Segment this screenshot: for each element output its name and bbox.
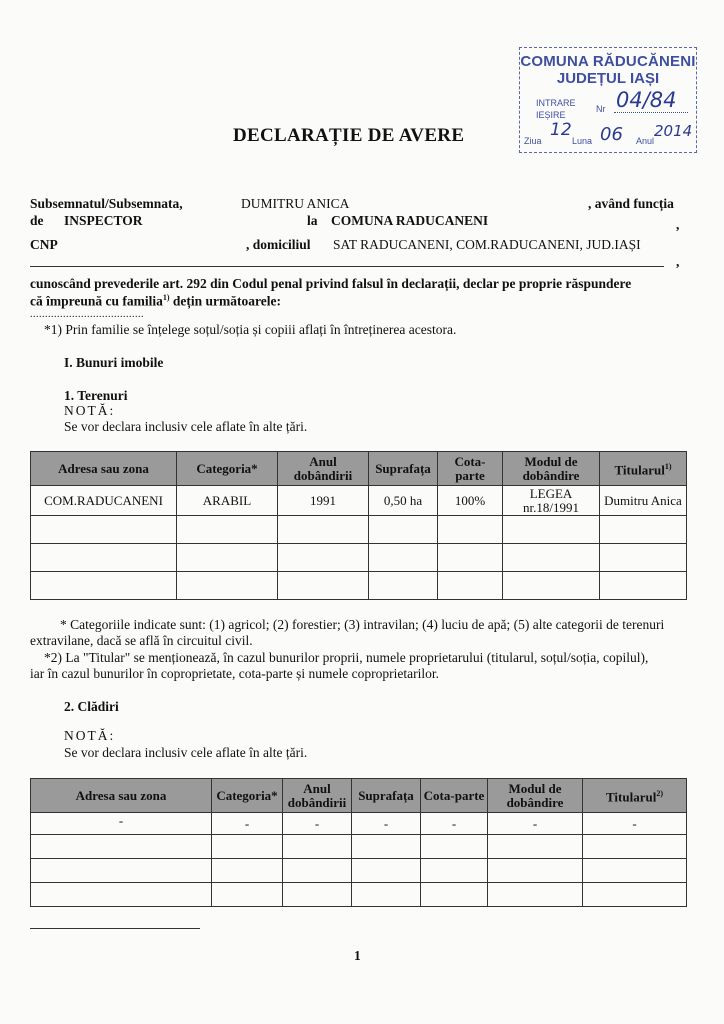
header-cota: Cota-parte	[438, 452, 503, 486]
table-row	[31, 572, 687, 600]
categories-note-line-2: extravilane, dacă se află în circuitul civil.	[30, 633, 253, 648]
cell-titular: -	[583, 813, 687, 835]
footnote-1: *1) Prin familie se înțelege soțul/soția și copiii aflați în întreținerea acestora.	[44, 322, 457, 337]
header-anul: Anul dobândirii	[278, 452, 369, 486]
header-categoria: Categoria*	[212, 779, 283, 813]
cell-modul	[503, 516, 600, 544]
cell-modul: LEGEA nr.18/1991	[503, 486, 600, 516]
avand-functia-label: , având funcția	[588, 196, 674, 211]
cell-suprafata	[352, 859, 421, 883]
cell-titular	[600, 572, 687, 600]
cell-suprafata: -	[352, 813, 421, 835]
cell-modul	[503, 572, 600, 600]
header-cota: Cota-parte	[421, 779, 488, 813]
titular-note-line-2: iar în cazul bunurilor în coproprietate, cota-parte și numele coproprietarilor.	[30, 666, 439, 681]
cell-titular	[600, 516, 687, 544]
cell-categoria	[212, 859, 283, 883]
table-row	[31, 544, 687, 572]
nota-text-1: Se vor declara inclusiv cele aflate în alte țări.	[64, 419, 308, 434]
cnp-label: CNP	[30, 237, 58, 252]
table-row	[31, 813, 687, 835]
cell-suprafata	[369, 516, 438, 544]
nota-label-2: NOTĂ:	[64, 728, 116, 743]
stamp-luna-label: Luna	[572, 136, 593, 146]
page-number: 1	[354, 948, 361, 963]
cell-anul	[283, 859, 352, 883]
declarant-institution: COMUNA RADUCANENI	[331, 213, 489, 228]
cell-suprafata	[352, 883, 421, 907]
cell-cota: -	[421, 813, 488, 835]
header-adresa: Adresa sau zona	[31, 779, 212, 813]
table-row	[31, 516, 687, 544]
address-continuation-line	[30, 266, 664, 267]
declaration-line-1: cunoscând prevederile art. 292 din Codul penal privind falsul în declarații, declar pe proprie răspundere	[30, 276, 632, 291]
table-row	[31, 883, 687, 907]
stamp-anul-label: Anul	[636, 136, 655, 146]
domiciliul-label: , domiciliul	[246, 237, 311, 252]
cell-categoria	[177, 516, 278, 544]
cell-anul	[278, 572, 369, 600]
cell-suprafata	[369, 572, 438, 600]
la-label: la	[307, 213, 318, 228]
cell-adresa	[31, 544, 177, 572]
subsection-cladiri: 2. Clădiri	[64, 699, 119, 714]
cell-titular	[583, 859, 687, 883]
cell-modul	[488, 835, 583, 859]
comma-1: ,	[676, 217, 680, 232]
cell-anul	[278, 516, 369, 544]
stamp-commune: COMUNA RĂDUCĂNENI	[520, 53, 696, 70]
header-anul: Anul dobândirii	[283, 779, 352, 813]
stamp-iesire: IEȘIRE	[536, 110, 566, 120]
de-label: de	[30, 213, 44, 228]
cell-adresa: COM.RADUCANENI	[31, 486, 177, 516]
stamp-county: JUDEȚUL IAȘI	[556, 70, 660, 87]
cell-cota	[438, 572, 503, 600]
stamp-month: 06	[600, 124, 623, 145]
stamp-nr-label: Nr	[596, 104, 606, 114]
cell-cota	[438, 516, 503, 544]
cell-suprafata	[352, 835, 421, 859]
header-titular: Titularul$^{1)}$	[600, 452, 687, 486]
terenuri-table	[30, 451, 687, 600]
cell-categoria	[212, 835, 283, 859]
cell-titular: Dumitru Anica	[600, 486, 687, 516]
cell-cota	[421, 835, 488, 859]
table-row	[31, 859, 687, 883]
categories-note-line-1: * Categoriile indicate sunt: (1) agricol; (2) forestier; (3) intravilan; (4) luciu de apă; (5) alte categorii de terenuri	[60, 617, 665, 632]
cell-anul	[283, 835, 352, 859]
subsection-terenuri: 1. Terenuri	[64, 388, 128, 403]
cell-modul	[488, 859, 583, 883]
cell-modul	[488, 883, 583, 907]
cell-categoria	[177, 572, 278, 600]
cell-categoria	[212, 883, 283, 907]
header-categoria: Categoria*	[177, 452, 278, 486]
nota-text-2: Se vor declara inclusiv cele aflate în alte țări.	[64, 745, 308, 760]
registration-stamp	[519, 47, 697, 153]
cell-cota	[438, 544, 503, 572]
header-modul: Modul de dobândire	[503, 452, 600, 486]
cell-categoria: -	[212, 813, 283, 835]
titular-note-line-1: *2) La "Titular" se menționează, în cazul bunurilor proprii, numele proprietarului (titularul, soțul/soția, copilul),	[44, 650, 649, 665]
table-header-row	[31, 452, 687, 486]
nota-label-1: NOTĂ:	[64, 403, 116, 418]
stamp-day: 12	[550, 120, 572, 140]
cell-anul	[283, 883, 352, 907]
cell-suprafata	[369, 544, 438, 572]
stamp-intrare: INTRARE	[536, 98, 576, 108]
cell-titular	[583, 883, 687, 907]
document-title: DECLARAȚIE DE AVERE	[233, 125, 465, 146]
cell-cota: 100%	[438, 486, 503, 516]
header-suprafata: Suprafața	[352, 779, 421, 813]
cell-adresa	[31, 572, 177, 600]
declaration-dots: ......................................	[30, 309, 144, 320]
cell-categoria	[177, 544, 278, 572]
comma-2: ,	[676, 254, 680, 269]
cell-categoria: ARABIL	[177, 486, 278, 516]
cell-anul: -	[283, 813, 352, 835]
header-suprafata: Suprafața	[369, 452, 438, 486]
table-header-row	[31, 779, 687, 813]
header-modul: Modul de dobândire	[488, 779, 583, 813]
cell-titular	[600, 544, 687, 572]
stamp-ziua-label: Ziua	[524, 136, 542, 146]
cell-modul	[503, 544, 600, 572]
stamp-number: 04/84	[616, 88, 677, 112]
stamp-year: 2014	[654, 122, 693, 140]
cell-anul	[278, 544, 369, 572]
cell-adresa	[31, 859, 212, 883]
cell-adresa	[31, 883, 212, 907]
declarant-function: INSPECTOR	[64, 213, 143, 228]
cell-cota	[421, 859, 488, 883]
subsemnatul-label: Subsemnatul/Subsemnata,	[30, 196, 183, 211]
cell-titular	[583, 835, 687, 859]
header-adresa: Adresa sau zona	[31, 452, 177, 486]
cell-adresa	[31, 835, 212, 859]
section-bunuri-imobile: I. Bunuri imobile	[64, 355, 164, 370]
table-row	[31, 835, 687, 859]
table-row	[31, 486, 687, 516]
header-titular: Titularul$^{2)}$	[583, 779, 687, 813]
cell-modul: -	[488, 813, 583, 835]
cell-adresa	[31, 516, 177, 544]
cladiri-table	[30, 778, 687, 907]
declaration-line-2: că împreună cu familia$^{1)}$ dețin următoarele:	[30, 293, 282, 309]
cell-cota	[421, 883, 488, 907]
cell-suprafata: 0,50 ha	[369, 486, 438, 516]
cell-adresa: -	[31, 813, 212, 835]
declarant-address: SAT RADUCANENI, COM.RADUCANENI, JUD.IAȘI	[333, 237, 641, 252]
footnote-separator	[30, 928, 200, 929]
declarant-name: DUMITRU ANICA	[241, 196, 350, 211]
cell-anul: 1991	[278, 486, 369, 516]
